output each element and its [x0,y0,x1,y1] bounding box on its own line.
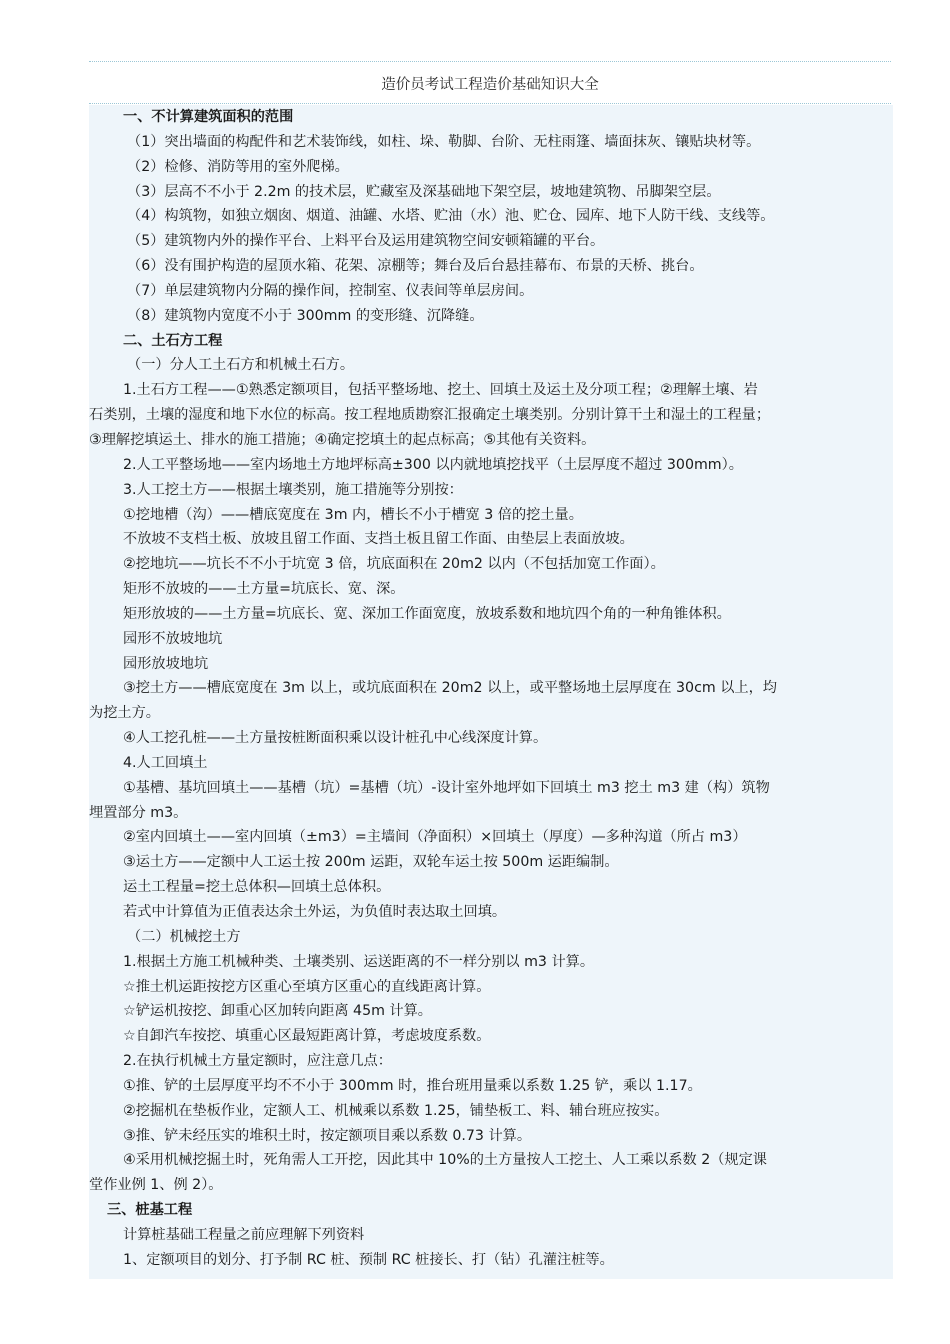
text-line: （7）单层建筑物内分隔的操作间，控制室、仪表间等单层房间。 [127,282,534,299]
text-line: ③推、铲未经压实的堆积土时，按定额项目乘以系数 0.73 计算。 [123,1127,532,1144]
text-line: 运土工程量=挖土总体积—回填土总体积。 [123,879,391,896]
text-line: ②挖掘机在垫板作业，定额人工、机械乘以系数 1.25，铺垫板工、料、辅台班应按实。 [123,1102,669,1119]
text-line: ①挖地槽（沟）——槽底宽度在 3m 内，槽长不小于槽宽 3 倍的挖土量。 [123,506,583,523]
text-line: 矩形不放坡的——土方量=坑底长、宽、深。 [123,581,405,598]
text-line: （一）分人工土石方和机械土石方。 [127,357,355,374]
text-line: （5）建筑物内外的操作平台、上料平台及运用建筑物空间安顿箱罐的平台。 [127,233,605,250]
text-line: ☆铲运机按挖、卸重心区加转向距离 45m 计算。 [123,1003,432,1020]
section-heading: 一、不计算建筑面积的范围 [123,109,294,125]
text-line: 园形不放坡地坑 [123,630,223,647]
text-line: （二）机械挖土方 [127,928,241,945]
text-line: ③挖土方——槽底宽度在 3m 以上，或坑底面积在 20m2 以上，或平整场地土层厚度在 30cm 以上，均 [123,680,777,697]
text-line: ②挖地坑——坑长不不小于坑宽 3 倍，坑底面积在 20m2 以内（不包括加宽工作面）。 [123,556,665,573]
text-line: ①推、铲的土层厚度平均不不小于 300mm 时，推台班用量乘以系数 1.25 铲，乘以 1.17。 [123,1077,702,1094]
text-line: 石类别，土壤的湿度和地下水位的标高。按工程地质勘察汇报确定土壤类别。分别计算干土和湿土的工程量； [89,407,771,424]
text-line: ③理解挖填运土、排水的施工措施；④确定挖填土的起点标高；⑤其他有关资料。 [89,431,596,448]
text-line: 矩形放坡的——土方量=坑底长、宽、深加工作面宽度，放坡系数和地坑四个角的一种角锥体积。 [123,605,731,622]
text-line: 埋置部分 m3。 [89,804,188,821]
document-body [89,105,893,1279]
text-line: （1）突出墙面的构配件和艺术装饰线，如柱、垛、勒脚、台阶、无柱雨篷、墙面抹灰、镶贴块材等。 [127,133,761,150]
text-line: ☆推土机运距按挖方区重心至填方区重心的直线距离计算。 [123,978,491,995]
text-line: 若式中计算值为正值表达余土外运，为负值时表达取土回填。 [123,904,507,920]
text-line: 1.根据土方施工机械种类、土壤类别、运送距离的不一样分别以 m3 计算。 [123,953,595,970]
header-rule-bottom [89,103,891,104]
text-line: ④人工挖孔桩——土方量按桩断面积乘以设计桩孔中心线深度计算。 [123,730,548,747]
text-line: 为挖土方。 [89,705,160,722]
text-line: 2.在执行机械土方量定额时，应注意几点： [123,1053,392,1070]
text-line: ④采用机械挖掘土时，死角需人工开挖，因此其中 10%的土方量按人工挖土、人工乘以系数 2（规定课 [123,1152,767,1169]
text-line: ①基槽、基坑回填土——基槽（坑）=基槽（坑）-设计室外地坪如下回填土 m3 挖土 m3 建（构）筑物 [123,779,770,796]
text-line: ②室内回填土——室内回填（±m3）=主墙间（净面积）×回填土（厚度）—多种沟道（所占 m3） [123,829,747,846]
text-line: 1.土石方工程——①熟悉定额项目，包括平整场地、挖土、回填土及运土及分项工程；②理解土壤、岩 [123,382,758,399]
text-line: （4）构筑物，如独立烟囱、烟道、油罐、水塔、贮油（水）池、贮仓、园库、地下人防干线、支线等。 [127,208,775,225]
text-line: 2.人工平整场地——室内场地土方地坪标高±300 以内就地填挖找平（土层厚度不超过 300mm）。 [123,456,743,473]
document-title: 造价员考试工程造价基础知识大全 [381,77,599,93]
text-line: ③运土方——定额中人工运土按 200m 运距，双轮车运土按 500m 运距编制。 [123,854,619,871]
text-line: 1、定额项目的划分、打予制 RC 桩、预制 RC 桩接长、打（钻）孔灌注桩等。 [123,1251,614,1268]
text-line: （3）层高不不小于 2.2m 的技术层，贮藏室及深基础地下架空层，坡地建筑物、吊脚架空层。 [127,183,721,200]
text-line: 不放坡不支档土板、放坡且留工作面、支挡土板且留工作面、由垫层上表面放坡。 [123,531,634,548]
header-rule-top [89,61,891,62]
section-heading: 二、土石方工程 [123,332,223,349]
section-heading: 三、桩基工程 [107,1202,193,1219]
text-line: 计算桩基础工程量之前应理解下列资料 [123,1226,365,1243]
text-line: ☆自卸汽车按挖、填重心区最短距离计算，考虑坡度系数。 [123,1028,491,1045]
text-line: （2）检修、消防等用的室外爬梯。 [127,158,349,175]
text-line: （8）建筑物内宽度不小于 300mm 的变形缝、沉降缝。 [127,307,484,324]
text-line: 园形放坡地坑 [123,655,209,672]
text-line: （6）没有围护构造的屋顶水箱、花架、凉棚等；舞台及后台悬挂幕布、布景的天桥、挑台。 [127,258,704,275]
text-line: 堂作业例 1、例 2）。 [89,1177,223,1194]
text-line: 4.人工回填土 [123,754,208,771]
text-line: 3.人工挖土方——根据土壤类别，施工措施等分别按： [123,481,463,498]
